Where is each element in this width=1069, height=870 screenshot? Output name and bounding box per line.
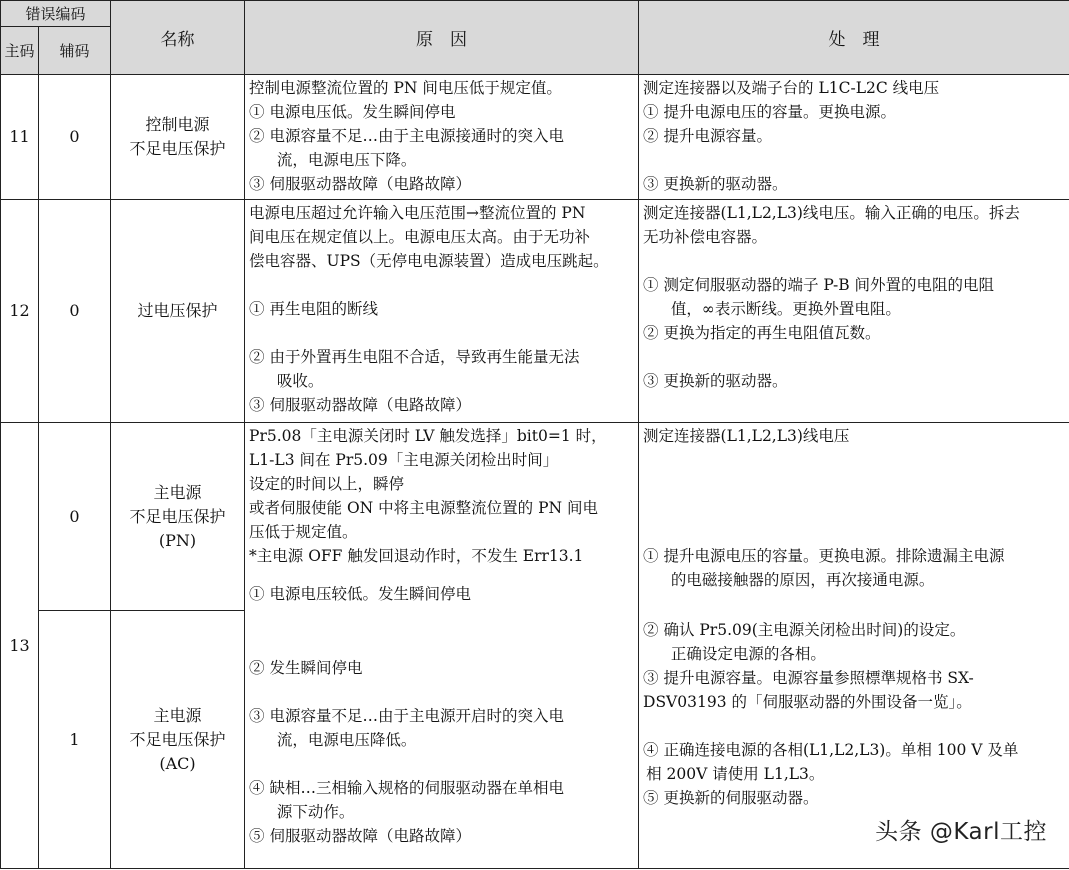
error-name-cell: 控制电源 不足电压保护 <box>111 75 245 200</box>
error-code-header: 错误编码 <box>1 1 111 27</box>
cause-cell: 控制电源整流位置的 PN 间电压低于规定值。 ① 电源电压低。发生瞬间停电 ② 电源容量不足…由于主电源接通时的突入电 流，电源电压下降。 ③ 伺服驱动器故障（电路故障） <box>245 75 639 200</box>
error-name-cell: 过电压保护 <box>111 200 245 423</box>
table-row-13-0 <box>1 423 1069 611</box>
cause-cell: Pr5.08「主电源关闭时 LV 触发选择」bit0=1 时， L1-L3 间在 Pr5.09「主电源关闭检出时间」 设定的时间以上，瞬停 或者伺服使能 ON 中将主电源整流位置的 PN 间电 压低于规定值。 *主电源 OFF 触发回退动作时，不发生 Err13.1 ① 电源电压较低。发生瞬间停电 ② 发生瞬间停电 ③ 电源容量不足…由于主电源开启时的突入电 流，电源电压降低。 ④ 缺相…三相输入规格的伺服驱动器在单相电 源下动作。 ⑤ 伺服驱动器故障（电路故障） <box>245 423 639 869</box>
table-row-12 <box>1 200 1069 423</box>
table-row-11 <box>1 75 1069 200</box>
main-code-cell: 12 <box>1 200 39 423</box>
main-code-header: 主码 <box>1 27 39 75</box>
error-name-cell: 主电源 不足电压保护 (PN) <box>111 423 245 611</box>
name-header: 名称 <box>111 1 245 75</box>
sub-code-cell: 1 <box>39 611 111 869</box>
sub-code-cell: 0 <box>39 200 111 423</box>
action-cell: 测定连接器(L1,L2,L3)线电压 ① 提升电源电压的容量。更换电源。排除遗漏主电源 的电磁接触器的原因，再次接通电源。 ② 确认 Pr5.09(主电源关闭检出时间)的设定。 正确设定电源的各相。 ③ 提升电源容量。电源容量参照標準规格书 SX- DSV03193 的「伺服驱动器的外围设备一览」。 ④ 正确连接电源的各相(L1,L2,L3)。单相 100 V 及单 相 200V 请使用 L1,L3。 ⑤ 更换新的伺服驱动器。 <box>639 423 1069 869</box>
sub-code-cell: 0 <box>39 423 111 611</box>
main-code-cell: 13 <box>1 423 39 869</box>
watermark: 头条 @Karl工控 <box>875 819 1047 845</box>
sub-code-header: 辅码 <box>39 27 111 75</box>
main-code-cell: 11 <box>1 75 39 200</box>
action-header: 处 理 <box>639 1 1069 75</box>
action-cell: 测定连接器以及端子台的 L1C-L2C 线电压 ① 提升电源电压的容量。更换电源。 ② 提升电源容量。 ③ 更换新的驱动器。 <box>639 75 1069 200</box>
cause-header: 原 因 <box>245 1 639 75</box>
action-cell: 测定连接器(L1,L2,L3)线电压。输入正确的电压。拆去 无功补偿电容器。 ① 测定伺服驱动器的端子 P-B 间外置的电阻的电阻 值，∞表示断线。更换外置电阻。 ② 更换为指定的再生电阻值瓦数。 ③ 更换新的驱动器。 <box>639 200 1069 423</box>
error-name-cell: 主电源 不足电压保护 (AC) <box>111 611 245 869</box>
cause-cell: 电源电压超过允许输入电压范围→整流位置的 PN 间电压在规定值以上。电源电压太高。由于无功补 偿电容器、UPS（无停电电源装置）造成电压跳起。 ① 再生电阻的断线 ② 由于外置再生电阻不合适，导致再生能量无法 吸收。 ③ 伺服驱动器故障（电路故障） <box>245 200 639 423</box>
sub-code-cell: 0 <box>39 75 111 200</box>
